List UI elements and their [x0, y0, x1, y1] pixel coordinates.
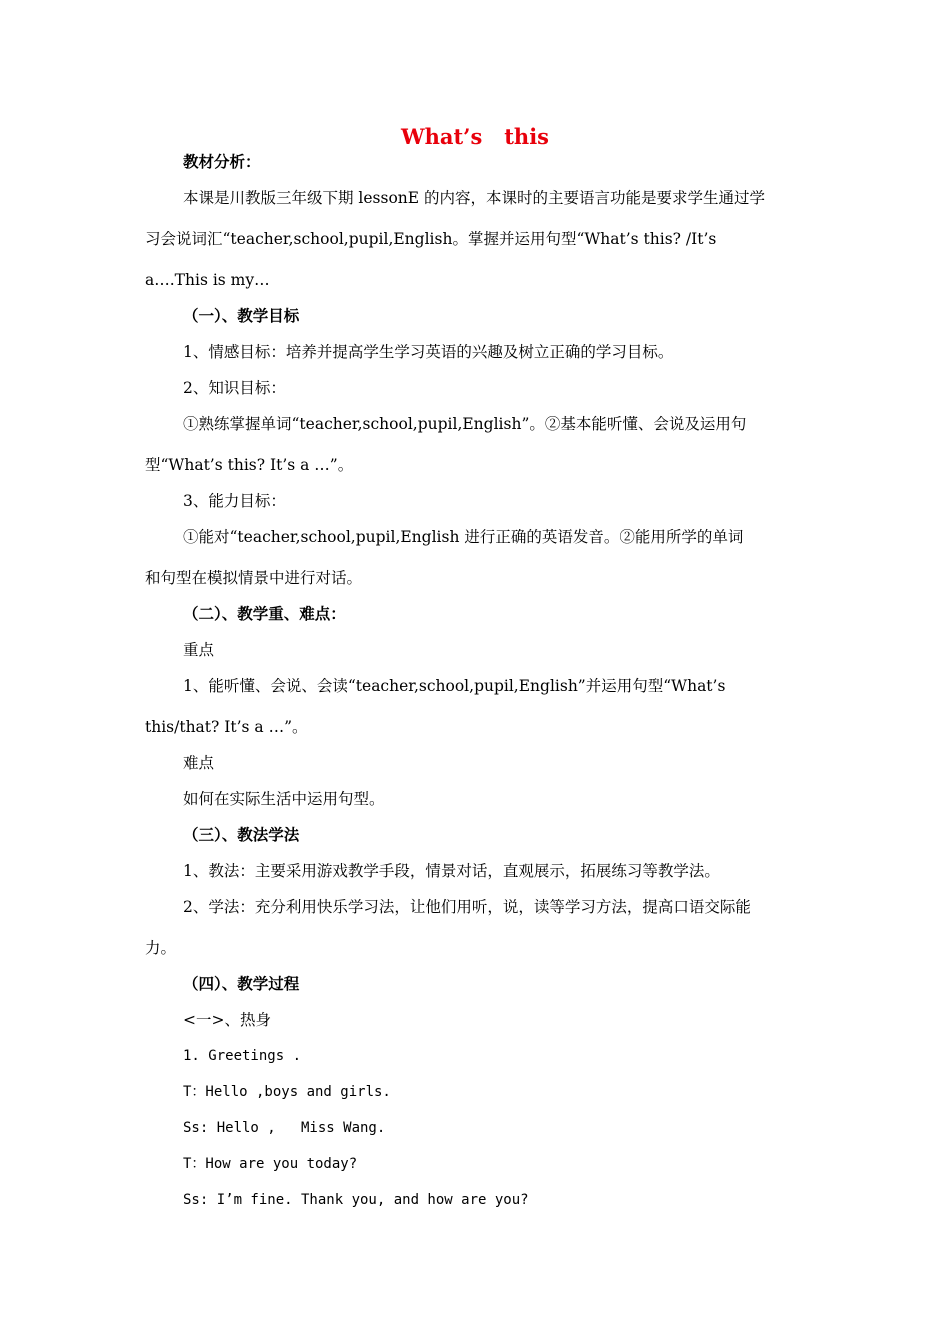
paragraph-line: 如何在实际生活中运用句型。: [183, 790, 385, 808]
dialogue-line: Ss: Hello , Miss Wang.: [183, 1120, 386, 1136]
paragraph-line: 1、能听懂、会说、会读“teacher,school,pupil,English”并运用句型“What’s: [183, 677, 726, 695]
paragraph-line: 2、学法：充分利用快乐学习法，让他们用听，说，读等学习方法，提高口语交际能: [183, 898, 751, 916]
paragraph-line: 难点: [183, 754, 215, 772]
dialogue-line: Ss: I’m fine. Thank you, and how are you?: [183, 1192, 529, 1208]
section-heading-objectives: （一）、教学目标: [183, 306, 300, 325]
dialogue-line: T：How are you today?: [183, 1156, 358, 1172]
paragraph-line: 2、知识目标：: [183, 379, 286, 397]
paragraph-line: 3、能力目标：: [183, 492, 286, 510]
paragraph-line: 型“What’s this? It’s a …”。: [145, 456, 354, 474]
section-heading-process: （四）、教学过程: [183, 974, 300, 993]
paragraph-line: ①熟练掌握单词“teacher,school,pupil,English”。②基本能听懂、会说及运用句: [183, 415, 747, 433]
paragraph-line: this/that? It’s a …”。: [145, 718, 308, 736]
section-heading-methods: （三）、教法学法: [183, 825, 300, 844]
dialogue-line: 1. Greetings .: [183, 1048, 302, 1064]
document-title: What’s this: [401, 124, 549, 149]
paragraph-line: <一>、热身: [183, 1011, 271, 1029]
paragraph-line: 1、情感目标：培养并提高学生学习英语的兴趣及树立正确的学习目标。: [183, 343, 674, 361]
section-heading-key-points: （二）、教学重、难点：: [183, 604, 346, 623]
paragraph-line: 习会说词汇“teacher,school,pupil,English。掌握并运用句型“What’s this? /It’s: [145, 230, 717, 248]
paragraph-line: 重点: [183, 641, 215, 659]
paragraph-line: a….This is my…: [145, 271, 270, 289]
paragraph-line: 和句型在模拟情景中进行对话。: [145, 569, 363, 587]
paragraph-line: 力。: [145, 939, 177, 957]
paragraph-line: ①能对“teacher,school,pupil,English 进行正确的英语发音。②能用所学的单词: [183, 528, 744, 546]
section-heading-analysis: 教材分析：: [183, 152, 261, 171]
dialogue-line: T：Hello ,boys and girls.: [183, 1084, 391, 1100]
paragraph-line: 1、教法：主要采用游戏教学手段，情景对话，直观展示，拓展练习等教学法。: [183, 862, 720, 880]
paragraph-line: 本课是川教版三年级下期 lessonE 的内容，本课时的主要语言功能是要求学生通过学: [183, 189, 766, 207]
